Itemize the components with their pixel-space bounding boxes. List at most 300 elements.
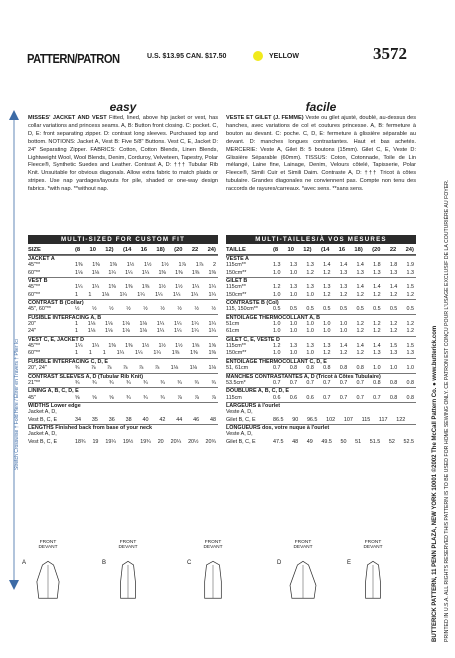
chart-cell: 1.0 xyxy=(306,350,314,357)
chart-cell: 1.2 xyxy=(406,321,414,328)
chart-cell: 1.2 xyxy=(323,269,331,276)
chart-cell: 1⅜ xyxy=(125,284,133,291)
garment-sketch-icon xyxy=(195,552,231,602)
chart-cell: 1 xyxy=(88,350,92,357)
chart-row-label: Jacket A, D, xyxy=(28,431,57,438)
chart-cell: 0.5 xyxy=(389,306,398,313)
chart-cell: 1.0 xyxy=(289,328,298,335)
description-en xyxy=(28,115,218,233)
chart-cell: 0.6 xyxy=(289,394,298,401)
chart-row-label: LENGTHS Finished back from base of your neck xyxy=(28,424,153,431)
chart-cell: 1 xyxy=(88,291,92,298)
chart-cell: 1.0 xyxy=(406,365,414,372)
chart-cell: 1.4 xyxy=(339,262,348,269)
chart-section-row xyxy=(226,373,416,380)
chart-cell: 0.8 xyxy=(306,365,314,372)
chart-cell: 46 xyxy=(193,416,200,423)
chart-cell: 1⅛ xyxy=(170,365,179,372)
difficulty-level-fr: facile xyxy=(305,100,337,114)
desc-lead-fr: VESTE ET GILET (J. FEMME) xyxy=(226,115,304,121)
chart-section-row xyxy=(226,358,416,365)
chart-cell: 122 xyxy=(396,416,406,423)
chart-row-label: 20" xyxy=(28,321,36,328)
chart-cell: 0.6 xyxy=(273,394,281,401)
chart-cell: 1⅜ xyxy=(190,350,198,357)
chart-row-label: ENTOILAGE THERMOCOLLANT C, D, E xyxy=(226,358,327,365)
chart-cell: 1.2 xyxy=(356,321,364,328)
chart-cell: 1⅛ xyxy=(122,321,130,328)
chart-cell: 16 xyxy=(140,247,148,253)
chart-row-label: Gilet B, C, E xyxy=(226,438,256,445)
chart-row-label: 45" xyxy=(28,394,36,401)
chart-row xyxy=(28,328,218,335)
chart-row xyxy=(28,350,218,357)
chart-section-row xyxy=(226,277,416,284)
chart-row xyxy=(28,284,218,291)
chart-cell: 0.8 xyxy=(389,394,398,401)
chart-row-label: FUSIBLE INTERFACING C, D, E xyxy=(28,358,108,365)
chart-row xyxy=(226,439,416,446)
chart-cell: 1.3 xyxy=(306,284,314,291)
chart-row xyxy=(226,321,416,328)
chart-cell: 1.3 xyxy=(273,262,281,269)
pattern-number: 3572 xyxy=(373,44,407,63)
header xyxy=(27,44,427,70)
chart-cell: 1⅝ xyxy=(208,343,216,350)
chart-cell: 1.0 xyxy=(323,328,331,335)
chart-cell: 12) xyxy=(105,247,114,253)
chart-cell: ⅝ xyxy=(75,394,80,401)
chart-section-row xyxy=(226,255,416,262)
chart-cell: 1.0 xyxy=(306,328,314,335)
chart-row-label: 60"** xyxy=(28,291,41,298)
chart-cell: 10 xyxy=(287,247,294,253)
chart-cell: ¾ xyxy=(92,379,97,386)
chart-row-label: Vest B, C, E xyxy=(28,438,58,445)
chart-row xyxy=(226,270,416,277)
chart-cell: 1.4 xyxy=(373,343,381,350)
english-column xyxy=(28,100,218,446)
chart-cell: 38 xyxy=(125,416,132,423)
garment-sketch-icon xyxy=(110,552,146,602)
chart-cell: 1.2 xyxy=(373,321,381,328)
chart-cell: 1¼ xyxy=(108,269,116,276)
chart-cell: 0.5 xyxy=(289,306,298,313)
chart-header-row xyxy=(28,246,218,255)
chart-cell: 1.3 xyxy=(389,350,398,357)
chart-cell: 1.0 xyxy=(289,269,298,276)
chart-cell: 1⅜ xyxy=(108,284,116,291)
chart-cell: ½ xyxy=(177,306,182,313)
chart-row xyxy=(28,365,218,372)
chart-row xyxy=(226,365,416,372)
chart-cell: 1.3 xyxy=(306,262,314,269)
chart-cell: 1.0 xyxy=(273,350,281,357)
chart-cell: 1.3 xyxy=(373,350,381,357)
chart-row xyxy=(28,343,218,350)
chart-cell: 1¼ xyxy=(137,291,145,298)
chart-cell: 1.2 xyxy=(389,328,398,335)
chart-cell: 1.2 xyxy=(339,291,348,298)
chart-cell: (8 xyxy=(273,247,279,253)
chart-section-row xyxy=(226,314,416,321)
color-label: YELLOW xyxy=(269,53,299,60)
sketch-caption: FRONT DEVANT xyxy=(38,540,58,551)
chart-cell: 1.0 xyxy=(339,328,348,335)
chart-cell: 40 xyxy=(142,416,149,423)
chart-cell: 1⅛ xyxy=(208,365,216,372)
chart-cell: 20 xyxy=(157,438,164,445)
chart-cell: 1¼ xyxy=(153,350,161,357)
chart-cell: 1.0 xyxy=(306,291,314,298)
chart-cell: ¾ xyxy=(177,379,182,386)
chart-row-label: 45", 60"** xyxy=(28,306,52,313)
chart-cell: ¾ xyxy=(211,379,216,386)
chart-cell: 1⅛ xyxy=(87,321,96,328)
chart-row xyxy=(226,306,416,313)
chart-cell: 1¼ xyxy=(156,321,165,328)
chart-cell: 1⅛ xyxy=(87,328,96,335)
chart-cell: 1.2 xyxy=(406,291,414,298)
chart-cell: 44 xyxy=(176,416,183,423)
chart-cell: ⅞ xyxy=(194,394,199,401)
chart-cell: 0.8 xyxy=(406,394,414,401)
chart-cell: 1⅛ xyxy=(122,328,130,335)
chart-cell: 1.3 xyxy=(339,284,348,291)
chart-cell: ¾ xyxy=(126,379,131,386)
chart-cell: 1.2 xyxy=(339,350,348,357)
chart-row-label: DOUBLURE A, B, C, D, E xyxy=(226,388,289,395)
chart-cell: 90 xyxy=(292,416,299,423)
chart-cell: ½ xyxy=(109,306,114,313)
chart-cell: 1.2 xyxy=(389,321,398,328)
sketch-caption: FRONT DEVANT xyxy=(363,540,383,551)
chart-cell: ¾ xyxy=(75,365,80,372)
chart-cell: 1.2 xyxy=(373,291,381,298)
chart-cell: 1⅜ xyxy=(92,262,100,269)
chart-cell: 1⅜ xyxy=(158,269,166,276)
chart-row-label: 60"** xyxy=(28,350,41,357)
chart-cell: 1.0 xyxy=(373,365,381,372)
chart-cell: ¾ xyxy=(109,379,114,386)
chart-section-row xyxy=(226,336,416,343)
chart-row-label: VESTE A xyxy=(226,256,249,262)
chart-cell: 1¼ xyxy=(191,321,199,328)
chart-cell: 1¼ xyxy=(75,284,83,291)
chart-row-label: ENTOILAGE THERMOCOLLANT A, B xyxy=(226,314,321,321)
chart-cell: 1⅞ xyxy=(178,262,186,269)
chart-row-label: 20", 24" xyxy=(28,365,47,372)
chart-row-label: TAILLE xyxy=(226,247,246,253)
chart-cell: 1.0 xyxy=(289,350,298,357)
chart-cell: 1¼ xyxy=(119,291,127,298)
chart-row xyxy=(28,431,218,438)
chart-cell: 1.3 xyxy=(289,343,298,350)
chart-cell: 1.0 xyxy=(339,321,348,328)
yardage-chart-en xyxy=(28,246,218,446)
chart-row xyxy=(28,262,218,269)
chart-cell: 1¼ xyxy=(91,343,100,350)
chart-cell: 1.0 xyxy=(289,291,298,298)
chart-cell: 1.3 xyxy=(339,269,348,276)
chart-row-label: 115cm** xyxy=(226,262,246,269)
chart-cell: ⅞ xyxy=(211,394,216,401)
chart-cell: 1.0 xyxy=(306,321,314,328)
chart-row xyxy=(226,292,416,299)
chart-cell: 19¾ xyxy=(140,438,151,445)
chart-cell: 1½ xyxy=(175,284,183,291)
chart-cell: 19¼ xyxy=(105,438,116,445)
chart-cell: ⅝ xyxy=(109,394,114,401)
chart-row-label: 115, 150cm** xyxy=(226,306,258,313)
chart-cell: 22 xyxy=(389,247,397,253)
chart-cell: 1.2 xyxy=(323,291,331,298)
chart-cell: 102 xyxy=(326,416,336,423)
chart-cell: 12) xyxy=(303,247,312,253)
chart-row-label: Veste A, D, xyxy=(226,409,253,416)
chart-cell: 1¼ xyxy=(116,350,125,357)
chart-section-row xyxy=(28,387,218,394)
size-band: MULTI-SIZED FOR CUSTOM FIT xyxy=(28,235,218,244)
yellow-dot-icon xyxy=(253,51,263,61)
chart-cell: 22 xyxy=(191,247,199,253)
sketch-e xyxy=(347,540,391,600)
chart-row-label: LONGUEURS dos, votre nuque à l'ourlet xyxy=(226,424,330,431)
chart-cell: 48 xyxy=(292,438,299,445)
chart-cell: 2 xyxy=(213,262,216,269)
chart-cell: 0.5 xyxy=(323,306,331,313)
chart-cell: (20 xyxy=(372,247,381,253)
chart-cell: ⅞ xyxy=(138,365,144,372)
chart-cell: 1.2 xyxy=(273,343,281,350)
chart-cell: 1¼ xyxy=(208,321,216,328)
chart-row-label: FUSIBLE INTERFACING A, B xyxy=(28,314,102,321)
chart-cell: 1.3 xyxy=(406,269,414,276)
chart-cell: 51.5 xyxy=(369,438,381,445)
chart-cell: 1½ xyxy=(144,262,152,269)
chart-cell: 1⅜ xyxy=(108,343,116,350)
chart-cell: 1⅛ xyxy=(105,321,113,328)
chart-section-row xyxy=(226,402,416,409)
chart-cell: 1.4 xyxy=(356,262,364,269)
chart-cell: 1⅛ xyxy=(105,328,113,335)
chart-row-label: VEST C, E, JACKET D xyxy=(28,336,85,343)
sketch-c xyxy=(187,540,231,600)
chart-cell: 0.5 xyxy=(273,306,281,313)
chart-cell: (14 xyxy=(320,247,330,253)
chart-cell: ½ xyxy=(75,306,80,313)
chart-cell: 1.3 xyxy=(323,343,331,350)
chart-cell: 0.7 xyxy=(356,379,364,386)
chart-cell: 1 xyxy=(75,321,78,328)
difficulty-level: easy xyxy=(109,100,137,114)
chart-cell: 1.0 xyxy=(289,321,298,328)
chart-cell: 115 xyxy=(361,416,371,423)
chart-row xyxy=(226,431,416,438)
chart-cell: 1¼ xyxy=(141,269,150,276)
chart-row xyxy=(28,306,218,313)
chart-cell: 1.4 xyxy=(373,284,381,291)
chart-row-label: VEST B xyxy=(28,278,48,285)
chart-row xyxy=(28,270,218,277)
chart-cell: 18) xyxy=(156,247,165,253)
desc-fabrics-fr: TISSUS: Coton, Cotonnade, Toile de Lin mélangé, Laine fine, Lainage, Denim, Velours côtelé, Tapisserie, Polar Fleece®, Simili Cuir et Simili Daim. Contraste A, D: ††† Tricot à côtes tubulaire. Grandes diagonales ne conviennent pas. Compte non tenu des raccords de rayures/carreaux. *avec sens. **sans sens. xyxy=(226,154,416,193)
french-column xyxy=(226,100,416,446)
chart-cell: 0.7 xyxy=(273,365,281,372)
chart-cell: 1⅝ xyxy=(191,343,200,350)
chart-cell: 19 xyxy=(92,438,99,445)
chart-cell: 35 xyxy=(91,416,98,423)
sketch-caption: FRONT DEVANT xyxy=(203,540,223,551)
chart-cell: ¾ xyxy=(143,379,148,386)
chart-cell: 1.0 xyxy=(323,321,331,328)
chart-cell: ⅞ xyxy=(177,394,182,401)
chart-cell: 48 xyxy=(210,416,216,423)
chart-row-label: Gilet B, C, E xyxy=(226,416,256,423)
chart-row-label: LINING A, B, C, D, E xyxy=(28,388,79,395)
chart-cell: ⅝ xyxy=(92,394,97,401)
chart-cell: 1.8 xyxy=(373,262,381,269)
chart-cell: 96.5 xyxy=(306,416,318,423)
chart-section-row xyxy=(226,424,416,431)
chart-row-label: CONTRAST B (Collar) xyxy=(28,300,84,307)
chart-row xyxy=(28,292,218,299)
chart-row xyxy=(226,380,416,387)
chart-cell: ¾ xyxy=(160,394,165,401)
chart-row-label: GILET B xyxy=(226,278,248,285)
chart-cell: 0.8 xyxy=(406,379,414,386)
chart-row-label: 53.5cm* xyxy=(226,379,246,386)
chart-row-label: WIDTHS Lower edge xyxy=(28,402,81,409)
chart-cell: 34 xyxy=(75,416,81,423)
price-label: U.S. $13.95 CAN. $17.50 xyxy=(147,53,227,60)
chart-row-label: 115cm xyxy=(226,394,242,401)
chart-cell: 0.5 xyxy=(306,306,314,313)
chart-cell: 1¼ xyxy=(174,328,182,335)
chart-row-label: 115cm** xyxy=(226,343,246,350)
chart-cell: 52 xyxy=(388,438,395,445)
chart-cell: 0.8 xyxy=(339,365,348,372)
chart-cell: 1.0 xyxy=(273,291,281,298)
chart-cell: 1.8 xyxy=(389,262,398,269)
chart-cell: (20 xyxy=(174,247,183,253)
chart-row-label: SIZE xyxy=(28,247,41,253)
chart-row-label: MANCHES CONTRASTANTES A, D (Tricot à Côtes Tubulaire) xyxy=(226,373,381,380)
chart-cell: 1.2 xyxy=(356,350,364,357)
chart-cell: 16 xyxy=(338,247,346,253)
chart-cell: 0.7 xyxy=(306,379,314,386)
chart-cell: 86.5 xyxy=(273,416,284,423)
chart-cell: 1¼ xyxy=(155,291,163,298)
chart-cell: 0.8 xyxy=(356,365,364,372)
chart-cell: 1.3 xyxy=(289,284,298,291)
chart-cell: 0.7 xyxy=(289,379,298,386)
chart-cell: 1.2 xyxy=(306,269,314,276)
chart-cell: 19½ xyxy=(122,438,134,445)
chart-cell: 1.0 xyxy=(273,321,281,328)
chart-section-row xyxy=(226,299,416,306)
chart-cell: 1⅜ xyxy=(125,343,133,350)
chart-cell: 1¼ xyxy=(191,328,199,335)
chart-cell: ½ xyxy=(194,306,199,313)
chart-cell: 1¼ xyxy=(190,291,199,298)
chart-cell: 1⅛ xyxy=(91,269,100,276)
chart-cell: 0.5 xyxy=(373,306,381,313)
chart-cell: 1.2 xyxy=(273,284,281,291)
chart-cell: 1.4 xyxy=(339,343,348,350)
chart-row xyxy=(28,395,218,402)
chart-cell: 1¼ xyxy=(156,328,165,335)
chart-cell: 49 xyxy=(306,438,313,445)
chart-row-label: JACKET A xyxy=(28,256,55,262)
chart-cell: ⅞ xyxy=(154,365,160,372)
chart-row xyxy=(226,395,416,402)
chart-cell: 1½ xyxy=(175,343,183,350)
chart-row xyxy=(226,409,416,416)
chart-cell: ¾ xyxy=(143,394,148,401)
chart-section-row xyxy=(28,336,218,343)
chart-row xyxy=(28,409,218,416)
chart-cell: 36 xyxy=(108,416,115,423)
chart-row-label: Jacket A, D, xyxy=(28,409,57,416)
chart-section-row xyxy=(28,299,218,306)
chart-cell: 0.6 xyxy=(306,394,314,401)
chart-header-row xyxy=(226,246,416,255)
chart-row-label: 150cm** xyxy=(226,350,247,357)
chart-cell: 1.4 xyxy=(389,284,398,291)
chart-cell: 0.7 xyxy=(323,379,331,386)
chart-cell: 20¾ xyxy=(205,438,216,445)
chart-cell: 1.5 xyxy=(406,284,414,291)
chart-cell: 1¼ xyxy=(174,321,182,328)
chart-cell: ½ xyxy=(211,306,216,313)
chart-row-label: CONTRASTE B (Col) xyxy=(226,300,279,307)
chart-cell: 18¾ xyxy=(75,438,86,445)
desc-body: Fitted, lined, above hip jacket or vest, has collar variations and princess seams. A, B: Button front closing. C: pocket. C, D, E: front separating zipper. D: contrast long sleeves. Purchased top and bottom. xyxy=(28,115,218,145)
chart-cell: 42 xyxy=(159,416,166,423)
chart-row-label: 51cm xyxy=(226,321,240,328)
chart-row-label: 21"** xyxy=(28,379,41,386)
chart-cell: 1¼ xyxy=(208,291,216,298)
chart-cell: 1½ xyxy=(158,284,166,291)
chart-cell: 1.5 xyxy=(406,343,414,350)
chart-cell: ¾ xyxy=(126,394,131,401)
chart-cell: 1¼ xyxy=(135,350,143,357)
chart-cell: 0.7 xyxy=(323,394,331,401)
chart-row xyxy=(28,439,218,446)
chart-cell: 1 xyxy=(102,350,106,357)
chart-row xyxy=(226,417,416,424)
yardage-chart-fr xyxy=(226,246,416,446)
chart-cell: 1.3 xyxy=(306,343,314,350)
chart-cell: 0.5 xyxy=(406,306,414,313)
chart-cell: ⅞ xyxy=(122,365,128,372)
sketch-caption: FRONT DEVANT xyxy=(118,540,138,551)
chart-cell: 1.2 xyxy=(373,328,381,335)
chart-cell: 107 xyxy=(343,416,353,423)
sketch-caption: FRONT DEVANT xyxy=(293,540,313,551)
sketch-letter: C xyxy=(187,560,192,566)
chart-row-label: 45"** xyxy=(28,262,41,269)
chart-cell: 1¼ xyxy=(75,343,83,350)
chart-cell: 1¼ xyxy=(208,284,216,291)
chart-cell: 1¼ xyxy=(125,269,133,276)
chart-cell: 0.7 xyxy=(356,394,364,401)
chart-row xyxy=(28,417,218,424)
chart-row-label: 115cm** xyxy=(226,284,246,291)
chart-section-row xyxy=(28,424,218,431)
chart-cell: 1¼ xyxy=(172,291,181,298)
